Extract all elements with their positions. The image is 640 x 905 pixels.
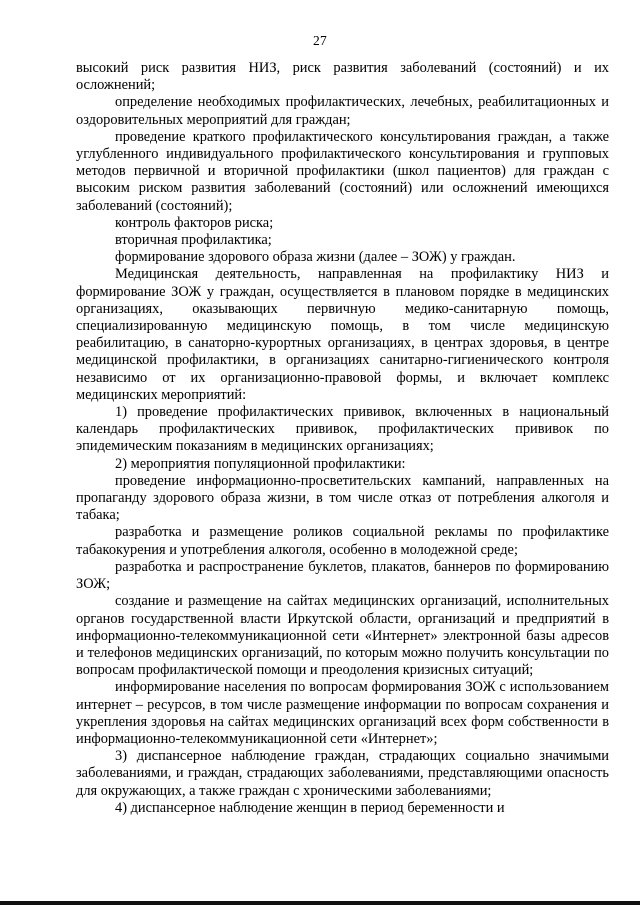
paragraph: проведение краткого профилактического консультирования граждан, а также углубленного индивидуального профилактического консультирования и групповых методов первичной и вторичной профилактики (школ пациентов) для граждан с высоким риском развития заболеваний (состояний) или осложнений имеющихся заболеваний (состояний); [76, 128, 609, 214]
paragraph: информирование населения по вопросам формирования ЗОЖ с использованием интернет – ресурсов, в том числе размещение информации по вопросам сохранения и укрепления здоровья на сайтах медицинских организаций всех форм собственности в информационно-телекоммуникационной сети «Интернет»; [76, 679, 609, 747]
scan-edge-bar [0, 901, 640, 905]
paragraph: контроль факторов риска; [115, 214, 274, 231]
paragraph: 1) проведение профилактических прививок, включенных в национальный календарь профилактических прививок, профилактических прививок по эпидемическим показаниям в медицинских организациях; [76, 404, 609, 455]
paragraph: 3) диспансерное наблюдение граждан, страдающих социально значимыми заболеваниями, и граждан, страдающих заболеваниями, представляющими опасность для окружающих, а также граждан с хроническими заболеваниями; [76, 748, 609, 799]
paragraph: 2) мероприятия популяционной профилактики: [115, 455, 406, 472]
paragraph: разработка и распространение буклетов, плакатов, баннеров по формированию ЗОЖ; [76, 558, 609, 593]
paragraph: Медицинская деятельность, направленная на профилактику НИЗ и формирование ЗОЖ у граждан, осуществляется в плановом порядке в медицинских организациях, оказывающих первичную медико-санитарную помощь, специализированную медицинскую помощь, в том числе медицинскую реабилитацию, в санаторно-курортных организациях, в центрах здоровья, в центре медицинской профилактики, в организациях санитарно-гигиенического контроля независимо от их организационно-правовой формы, и включает комплекс медицинских мероприятий: [76, 266, 609, 403]
document-body [76, 60, 609, 817]
page-number: 27 [312, 33, 328, 48]
paragraph: формирование здорового образа жизни (далее – ЗОЖ) у граждан. [115, 249, 516, 266]
paragraph: высокий риск развития НИЗ, риск развития заболеваний (состояний) и их осложнений; [76, 60, 609, 94]
paragraph: вторичная профилактика; [115, 232, 272, 249]
paragraph: разработка и размещение роликов социальной рекламы по профилактике табакокурения и употребления алкоголя, особенно в молодежной среде; [76, 524, 609, 558]
paragraph: создание и размещение на сайтах медицинских организаций, исполнительных органов государственной власти Иркутской области, организаций и предприятий в информационно-телекоммуникационной сети «Интернет» электронной базы адресов и телефонов медицинских организаций, по которым можно получить консультации по вопросам профилактической помощи и преодоления кризисных ситуаций; [76, 593, 609, 679]
paragraph: 4) диспансерное наблюдение женщин в период беременности и [115, 799, 505, 816]
paragraph: проведение информационно-просветительских кампаний, направленных на пропаганду здорового образа жизни, в том числе отказ от потребления алкоголя и табака; [76, 472, 609, 524]
paragraph: определение необходимых профилактических, лечебных, реабилитационных и оздоровительных мероприятий для граждан; [76, 94, 609, 128]
